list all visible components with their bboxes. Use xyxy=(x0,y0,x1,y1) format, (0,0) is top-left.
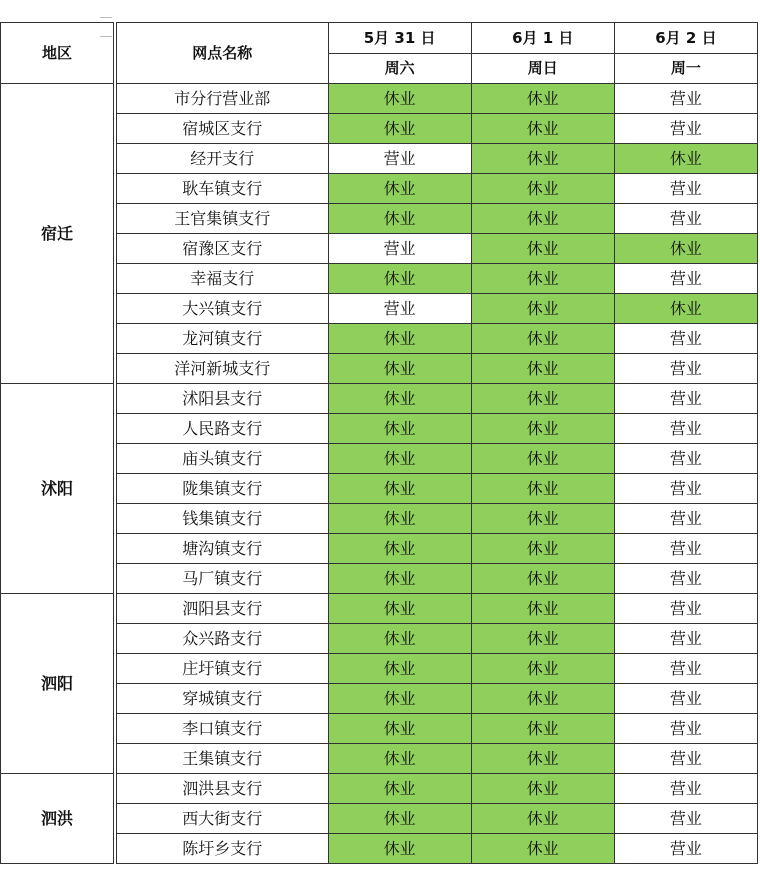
status-cell: 营业 xyxy=(614,714,757,744)
branch-schedule-table xyxy=(0,22,758,864)
status-cell: 营业 xyxy=(614,624,757,654)
status-cell: 休业 xyxy=(614,234,757,264)
status-cell: 休业 xyxy=(471,594,614,624)
branch-name-cell: 陈圩乡支行 xyxy=(116,834,328,864)
status-cell: 休业 xyxy=(328,804,471,834)
status-cell: 营业 xyxy=(614,474,757,504)
status-cell: 休业 xyxy=(614,294,757,324)
status-cell: 休业 xyxy=(471,534,614,564)
status-cell: 休业 xyxy=(471,714,614,744)
date-header-0: 5月 31 日 xyxy=(328,23,471,54)
table-row xyxy=(1,594,758,624)
status-cell: 休业 xyxy=(471,804,614,834)
branch-name-cell: 王官集镇支行 xyxy=(116,204,328,234)
status-cell: 休业 xyxy=(328,384,471,414)
status-cell: 营业 xyxy=(614,564,757,594)
status-cell: 营业 xyxy=(614,774,757,804)
status-cell: 营业 xyxy=(614,744,757,774)
branch-name-cell: 龙河镇支行 xyxy=(116,324,328,354)
status-cell: 休业 xyxy=(328,534,471,564)
weekday-header-0: 周六 xyxy=(328,54,471,84)
branch-name-cell: 经开支行 xyxy=(116,144,328,174)
status-cell: 营业 xyxy=(614,174,757,204)
status-cell: 休业 xyxy=(471,474,614,504)
status-cell: 休业 xyxy=(328,684,471,714)
status-cell: 休业 xyxy=(471,234,614,264)
status-cell: 营业 xyxy=(328,294,471,324)
branch-name-cell: 西大街支行 xyxy=(116,804,328,834)
status-cell: 休业 xyxy=(471,834,614,864)
branch-name-cell: 幸福支行 xyxy=(116,264,328,294)
region-cell: 泗阳 xyxy=(1,594,114,774)
status-cell: 休业 xyxy=(471,414,614,444)
weekday-header-2: 周一 xyxy=(614,54,757,84)
status-cell: 营业 xyxy=(614,384,757,414)
region-column-header: 地区 xyxy=(1,23,114,84)
status-cell: 休业 xyxy=(471,684,614,714)
status-cell: 休业 xyxy=(328,354,471,384)
status-cell: 营业 xyxy=(328,144,471,174)
status-cell: 休业 xyxy=(471,114,614,144)
branch-name-cell: 陇集镇支行 xyxy=(116,474,328,504)
branch-name-cell: 大兴镇支行 xyxy=(116,294,328,324)
status-cell: 营业 xyxy=(614,504,757,534)
status-cell: 营业 xyxy=(614,354,757,384)
region-cell: 宿迁 xyxy=(1,84,114,384)
status-cell: 休业 xyxy=(328,84,471,114)
branch-name-cell: 洋河新城支行 xyxy=(116,354,328,384)
branch-name-cell: 市分行营业部 xyxy=(116,84,328,114)
status-cell: 休业 xyxy=(471,504,614,534)
status-cell: 休业 xyxy=(471,744,614,774)
status-cell: 休业 xyxy=(328,324,471,354)
table-row xyxy=(1,384,758,414)
status-cell: 休业 xyxy=(328,564,471,594)
branch-name-cell: 钱集镇支行 xyxy=(116,504,328,534)
status-cell: 休业 xyxy=(328,594,471,624)
status-cell: 休业 xyxy=(471,324,614,354)
status-cell: 营业 xyxy=(614,204,757,234)
status-cell: 休业 xyxy=(328,444,471,474)
status-cell: 休业 xyxy=(328,834,471,864)
status-cell: 休业 xyxy=(328,714,471,744)
status-cell: 休业 xyxy=(328,744,471,774)
status-cell: 休业 xyxy=(471,294,614,324)
status-cell: 营业 xyxy=(614,414,757,444)
status-cell: 营业 xyxy=(614,534,757,564)
status-cell: 休业 xyxy=(614,144,757,174)
branch-name-cell: 李口镇支行 xyxy=(116,714,328,744)
decorative-dashes xyxy=(100,17,130,19)
branch-name-cell: 人民路支行 xyxy=(116,414,328,444)
status-cell: 休业 xyxy=(471,174,614,204)
status-cell: 休业 xyxy=(471,444,614,474)
status-cell: 营业 xyxy=(328,234,471,264)
status-cell: 休业 xyxy=(471,84,614,114)
status-cell: 休业 xyxy=(328,114,471,144)
status-cell: 营业 xyxy=(614,444,757,474)
region-cell: 泗洪 xyxy=(1,774,114,864)
status-cell: 休业 xyxy=(328,204,471,234)
status-cell: 营业 xyxy=(614,684,757,714)
status-cell: 营业 xyxy=(614,834,757,864)
table-row xyxy=(1,84,758,114)
branch-name-cell: 庙头镇支行 xyxy=(116,444,328,474)
branch-name-cell: 宿城区支行 xyxy=(116,114,328,144)
status-cell: 休业 xyxy=(328,264,471,294)
status-cell: 营业 xyxy=(614,594,757,624)
branch-name-cell: 王集镇支行 xyxy=(116,744,328,774)
status-cell: 休业 xyxy=(471,774,614,804)
status-cell: 休业 xyxy=(471,144,614,174)
status-cell: 营业 xyxy=(614,114,757,144)
branch-name-cell: 泗阳县支行 xyxy=(116,594,328,624)
branch-column-header: 网点名称 xyxy=(116,23,328,84)
status-cell: 休业 xyxy=(471,204,614,234)
status-cell: 休业 xyxy=(328,414,471,444)
region-cell: 沭阳 xyxy=(1,384,114,594)
status-cell: 休业 xyxy=(471,354,614,384)
status-cell: 营业 xyxy=(614,264,757,294)
status-cell: 营业 xyxy=(614,84,757,114)
status-cell: 休业 xyxy=(471,654,614,684)
status-cell: 休业 xyxy=(471,264,614,294)
status-cell: 休业 xyxy=(328,474,471,504)
schedule-table-wrapper xyxy=(0,22,760,864)
status-cell: 营业 xyxy=(614,804,757,834)
branch-name-cell: 塘沟镇支行 xyxy=(116,534,328,564)
weekday-header-1: 周日 xyxy=(471,54,614,84)
status-cell: 营业 xyxy=(614,654,757,684)
branch-name-cell: 耿车镇支行 xyxy=(116,174,328,204)
status-cell: 休业 xyxy=(471,564,614,594)
status-cell: 休业 xyxy=(328,654,471,684)
schedule-body xyxy=(1,84,758,864)
branch-name-cell: 穿城镇支行 xyxy=(116,684,328,714)
branch-name-cell: 众兴路支行 xyxy=(116,624,328,654)
branch-name-cell: 沭阳县支行 xyxy=(116,384,328,414)
branch-name-cell: 宿豫区支行 xyxy=(116,234,328,264)
status-cell: 休业 xyxy=(328,624,471,654)
status-cell: 休业 xyxy=(328,504,471,534)
status-cell: 休业 xyxy=(328,174,471,204)
branch-name-cell: 庄圩镇支行 xyxy=(116,654,328,684)
branch-name-cell: 马厂镇支行 xyxy=(116,564,328,594)
table-row xyxy=(1,774,758,804)
status-cell: 休业 xyxy=(471,384,614,414)
date-header-1: 6月 1 日 xyxy=(471,23,614,54)
status-cell: 营业 xyxy=(614,324,757,354)
status-cell: 休业 xyxy=(471,624,614,654)
status-cell: 休业 xyxy=(328,774,471,804)
date-header-2: 6月 2 日 xyxy=(614,23,757,54)
branch-name-cell: 泗洪县支行 xyxy=(116,774,328,804)
